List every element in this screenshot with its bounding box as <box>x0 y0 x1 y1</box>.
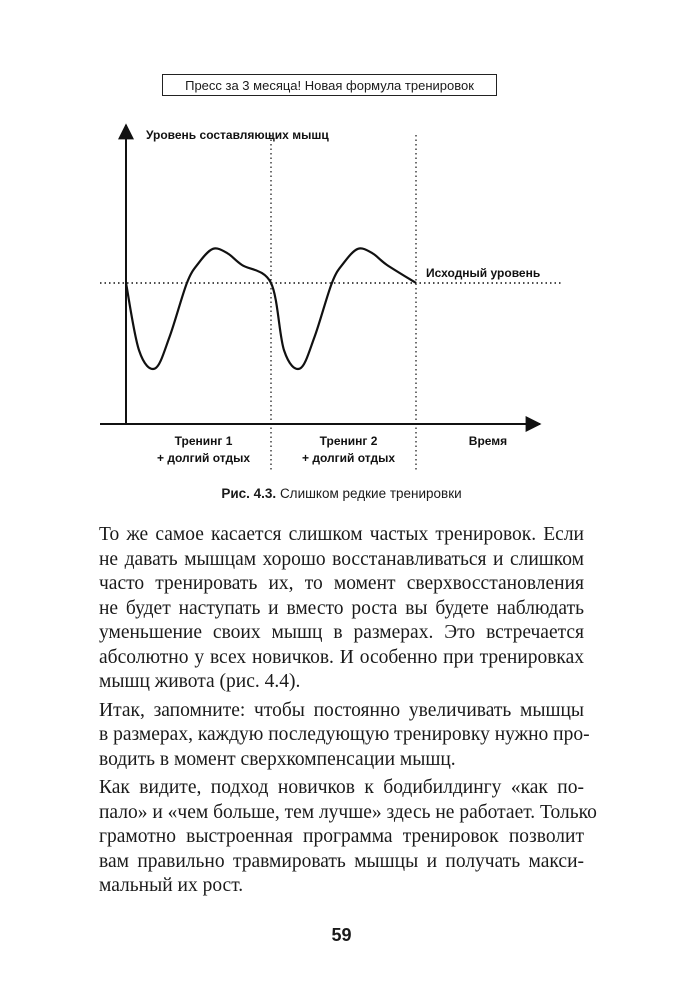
text-line: вам правильно травмировать мышцы и получать макси- <box>99 850 584 872</box>
text-line: мальный их рост. <box>99 875 244 896</box>
segment-label-2-line1: Тренинг 2 <box>319 434 378 448</box>
segment-label-2-line2: + долгий отдых <box>302 451 395 465</box>
figure-caption <box>0 486 683 501</box>
text-line: абсолютно у всех новичков. И особенно при тренировках <box>99 646 584 668</box>
segment-label-1-line2: + долгий отдых <box>157 451 250 465</box>
figure-caption-text: Слишком редкие тренировки <box>279 486 462 501</box>
text-line: в размерах, каждую последующую тренировку нужно про- <box>99 724 590 745</box>
text-line: Итак, запомните: чтобы постоянно увеличивать мышцы <box>99 699 584 721</box>
baseline-label: Исходный уровень <box>426 266 541 280</box>
body-text <box>72 523 597 899</box>
text-line: не будет наступать и вместо роста вы будете наблюдать <box>99 597 584 619</box>
page-number: 59 <box>331 925 352 945</box>
text-line: не давать мышцам хорошо восстанавливаться и слишком <box>99 548 584 570</box>
x-axis-label: Время <box>468 434 508 448</box>
text-line: грамотно выстроенная программа тренировок позволит <box>99 826 584 847</box>
text-line: часто тренировать их, то момент сверхвосстановления <box>99 573 584 594</box>
figure-caption-label: Рис. 4.3. <box>221 486 277 501</box>
paragraph-3 <box>72 776 597 899</box>
paragraph-1 <box>72 523 584 695</box>
text-line: уменьшение своих мышц в размерах. Это встречается <box>99 622 584 643</box>
figure-chart <box>0 0 683 480</box>
text-line: мышц живота (рис. 4.4). <box>99 671 301 692</box>
text-line: водить в момент сверхкомпенсации мышц. <box>99 748 456 770</box>
y-axis-label: Уровень составляющих мышц <box>146 128 329 142</box>
text-line: пало» и «чем больше, тем лучше» здесь не работает. Только <box>99 801 597 823</box>
running-header-text: Пресс за 3 месяца! Новая формула тренировок <box>185 77 474 93</box>
text-line: Как видите, подход новичков к бодибилдингу «как по- <box>99 777 584 798</box>
paragraph-2 <box>72 699 590 773</box>
segment-label-1-line1: Тренинг 1 <box>174 434 233 448</box>
text-line: То же самое касается слишком частых тренировок. Если <box>99 524 584 545</box>
